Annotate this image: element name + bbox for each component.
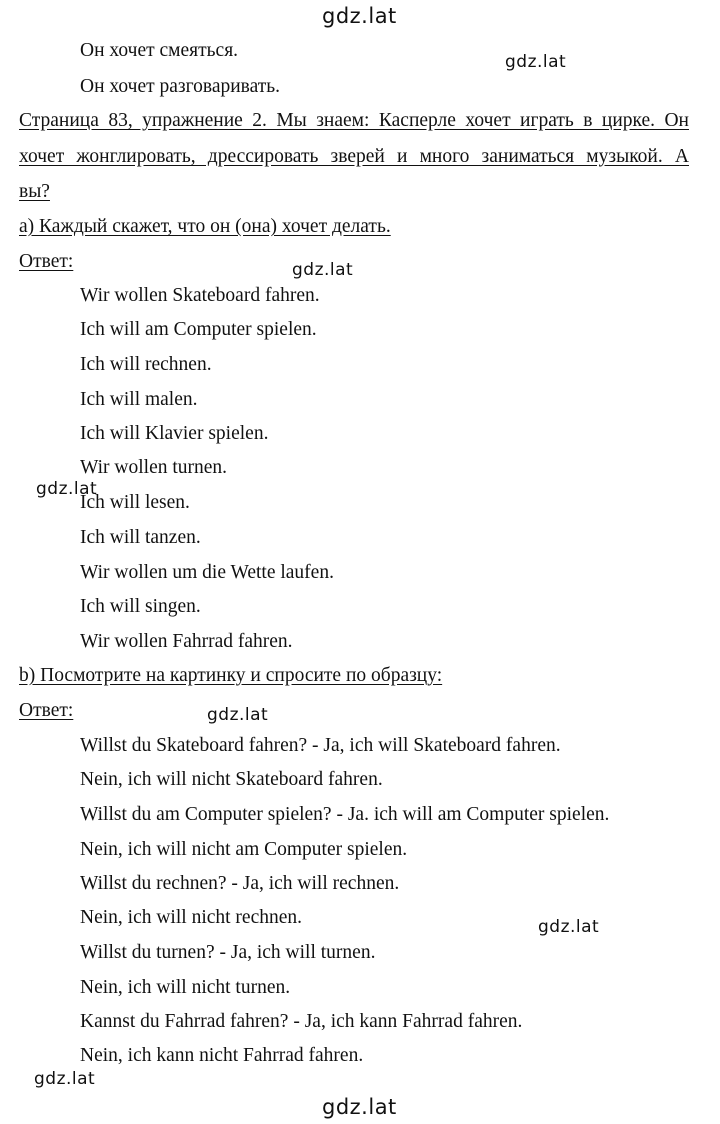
watermark: gdz.lat xyxy=(538,917,600,937)
answer-b-line: Willst du Skateboard fahren? - Ja, ich will Skateboard fahren. xyxy=(80,735,561,756)
answer-label: Ответ: xyxy=(19,700,74,721)
watermark-bottom: gdz.lat xyxy=(322,1095,397,1119)
watermark: gdz.lat xyxy=(292,260,354,280)
watermark: gdz.lat xyxy=(36,479,98,499)
answer-a-line: Wir wollen Skateboard fahren. xyxy=(80,285,320,306)
intro-line: Он хочет смеяться. xyxy=(80,40,239,61)
answer-a-line: Ich will am Computer spielen. xyxy=(80,319,317,340)
intro-line: Он хочет разговаривать. xyxy=(80,76,281,97)
answer-label: Ответ: xyxy=(19,251,74,272)
answer-a-line: Ich will Klavier spielen. xyxy=(80,423,269,444)
answer-a-line: Wir wollen Fahrrad fahren. xyxy=(80,631,293,652)
answer-a-line: Ich will lesen. xyxy=(80,492,190,513)
answer-b-line: Willst du turnen? - Ja, ich will turnen. xyxy=(80,942,376,963)
answer-b-line: Kannst du Fahrrad fahren? - Ja, ich kann Fahrrad fahren. xyxy=(80,1011,523,1032)
watermark-top: gdz.lat xyxy=(322,4,397,28)
answer-a-line: Wir wollen um die Wette laufen. xyxy=(80,562,334,583)
watermark: gdz.lat xyxy=(505,52,567,72)
answer-b-line: Willst du am Computer spielen? - Ja. ich will am Computer spielen. xyxy=(80,804,610,825)
part-a-label: а) Каждый скажет, что он (она) хочет делать. xyxy=(19,216,391,237)
part-b-label: b) Посмотрите на картинку и спросите по образцу: xyxy=(19,665,443,686)
answer-b-line: Nein, ich will nicht turnen. xyxy=(80,977,291,998)
answer-b-line: Nein, ich will nicht rechnen. xyxy=(80,907,303,928)
answer-b-line: Nein, ich will nicht am Computer spielen. xyxy=(80,839,408,860)
answer-a-line: Ich will rechnen. xyxy=(80,354,212,375)
task-heading-line: Страница 83, упражнение 2. Мы знаем: Касперле хочет играть в цирке. Он xyxy=(19,110,689,131)
task-heading-line: хочет жонглировать, дрессировать зверей и много заниматься музыкой. А xyxy=(19,146,689,167)
answer-b-line: Willst du rechnen? - Ja, ich will rechnen. xyxy=(80,873,400,894)
answer-b-line: Nein, ich kann nicht Fahrrad fahren. xyxy=(80,1045,364,1066)
watermark: gdz.lat xyxy=(34,1069,96,1089)
answer-a-line: Ich will tanzen. xyxy=(80,527,201,548)
task-heading-line: вы? xyxy=(19,181,50,202)
answer-b-line: Nein, ich will nicht Skateboard fahren. xyxy=(80,769,383,790)
answer-a-line: Ich will malen. xyxy=(80,389,198,410)
watermark: gdz.lat xyxy=(207,705,269,725)
answer-a-line: Wir wollen turnen. xyxy=(80,457,228,478)
answer-a-line: Ich will singen. xyxy=(80,596,201,617)
